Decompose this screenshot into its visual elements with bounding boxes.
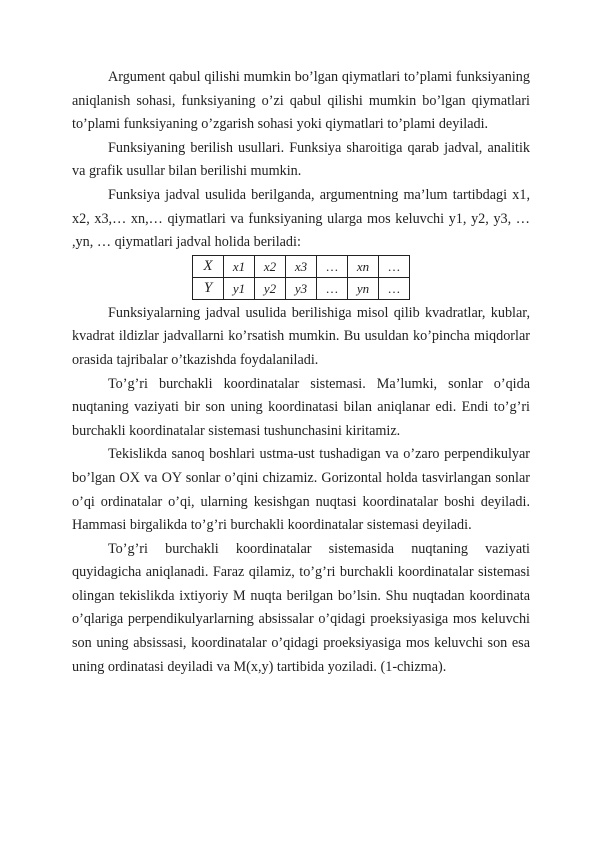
table-cell: X xyxy=(193,255,224,277)
table-cell: … xyxy=(317,277,348,299)
table-cell: Y xyxy=(193,277,224,299)
table-cell: x3 xyxy=(286,255,317,277)
document-page xyxy=(72,66,530,679)
table-row-x xyxy=(193,255,410,277)
table-cell: … xyxy=(317,255,348,277)
paragraph-domain-definition: Argument qabul qilishi mumkin bo’lgan qiymatlari to’plami funksiyaning aniqlanish sohasi, funksiyaning o’zi qabul qilishi mumkin bo’lgan qiymatlari to’plami funksiyaning o’zgarish sohasi yoki qiymatlari to’plami deyiladi. xyxy=(72,69,530,133)
value-table-wrap xyxy=(72,255,530,300)
paragraph-table-method: Funksiya jadval usulida berilganda, argumentning ma’lum tartibdagi x1, x2, x3,… xn,… qiymatlari va funksiyaning ularga mos keluvchi y1, y2, y3, … ,yn, … qiymatlari jadval holida beriladi: xyxy=(72,186,530,251)
table-cell: yn xyxy=(348,277,379,299)
table-cell: x1 xyxy=(224,255,255,277)
paragraph-point-position: To’g’ri burchakli koordinatalar sistemasida nuqtaning vaziyati quyidagicha aniqlanadi. Faraz qilamiz, to’g’ri burchakli koordinatalar sistemasi olingan tekislikda ixtiyoriy M nuqta berilgan bo’lsin. Shu nuqtadan koordinata o’qlariga perpendikulyarlarning absissalar o’qidagi proeksiyasiga mos keluvchi son uning absissasi, koordinatalar o’qidagi proeksiyasiga mos keluvchi son esa uning ordinatasi deyiladi va M(x,y) tartibida yoziladi. (1-chizma). xyxy=(72,540,530,675)
paragraph-methods: Funksiyaning berilish usullari. Funksiya sharoitiga qarab jadval, analitik va grafik usullar bilan berilishi mumkin. xyxy=(72,139,530,180)
table-cell: y3 xyxy=(286,277,317,299)
paragraph-axes: Tekislikda sanoq boshlari ustma-ust tushadigan va o’zaro perpendikulyar bo’lgan OX va OY sonlar o’qini chizamiz. Gorizontal holda tasvirlangan sonlar o’qi ordinatalar o’qi, ularning kesishgan nuqtasi koordinatalar boshi deyiladi. Hammasi birgalikda to’g’ri burchakli koordinatalar sistemasi deyiladi. xyxy=(72,446,530,534)
table-cell: xn xyxy=(348,255,379,277)
paragraph-coordinate-system: To’g’ri burchakli koordinatalar sistemasi. Ma’lumki, sonlar o’qida nuqtaning vaziyati bir son uning koordinatasi bilan aniqlanar edi. Endi to’g’ri burchakli koordinatalar sistemasi tushunchasini kiritamiz. xyxy=(72,375,530,439)
table-cell: … xyxy=(379,255,410,277)
table-row-y xyxy=(193,277,410,299)
table-cell: x2 xyxy=(255,255,286,277)
table-cell: y2 xyxy=(255,277,286,299)
paragraph-table-examples: Funksiyalarning jadval usulida berilishiga misol qilib kvadratlar, kublar, kvadrat ildizlar jadvallarni ko’rsatish mumkin. Bu usuldan ko’pincha miqdorlar orasida tajribalar o’tkazishda foydalaniladi. xyxy=(72,304,530,368)
value-table xyxy=(192,255,410,300)
table-cell: … xyxy=(379,277,410,299)
table-cell: y1 xyxy=(224,277,255,299)
